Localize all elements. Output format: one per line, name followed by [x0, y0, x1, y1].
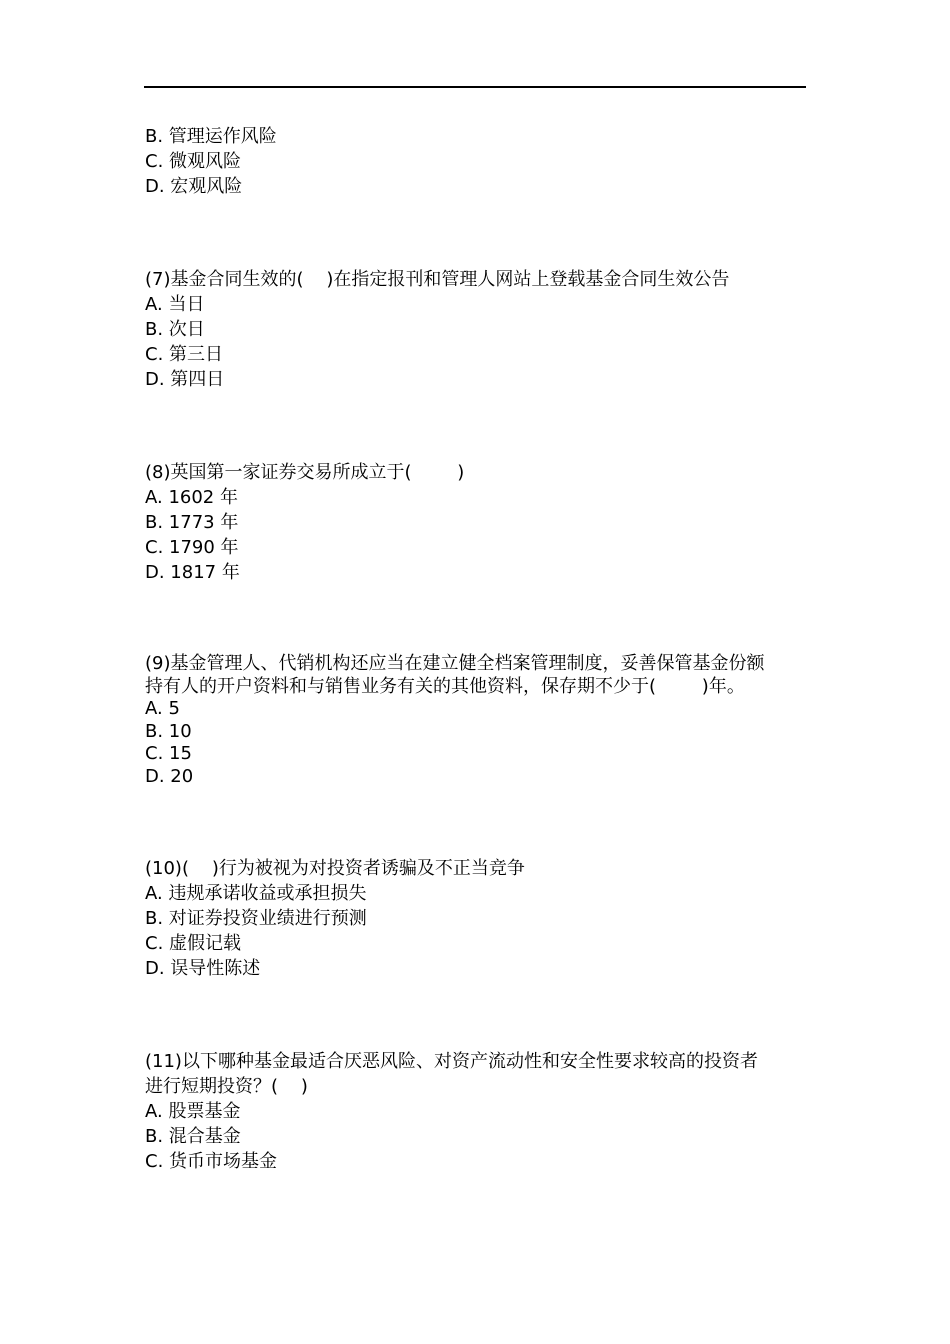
previous-question-options — [145, 124, 810, 199]
question-stem: (10)( )行为被视为对投资者诱骗及不正当竞争 — [145, 858, 525, 879]
option-c: C. 15 — [145, 743, 192, 764]
option-b: B. 混合基金 — [145, 1126, 241, 1147]
spacer — [145, 788, 810, 856]
spacer — [145, 981, 810, 1049]
question-stem: (9)基金管理人、代销机构还应当在建立健全档案管理制度，妥善保管基金份额 — [145, 653, 765, 674]
option-c: C. 货币市场基金 — [145, 1151, 278, 1172]
option-c: C. 微观风险 — [145, 151, 242, 172]
question-stem: (11)以下哪种基金最适合厌恶风险、对资产流动性和安全性要求较高的投资者 — [145, 1051, 758, 1072]
option-a: A. 当日 — [145, 294, 205, 315]
question-10 — [145, 856, 810, 981]
option-d: D. 1817 年 — [145, 562, 240, 583]
spacer — [145, 585, 810, 653]
option-c: C. 第三日 — [145, 344, 224, 365]
option-d: D. 20 — [145, 765, 194, 787]
spacer — [145, 199, 810, 267]
option-a: A. 违规承诺收益或承担损失 — [145, 883, 367, 904]
option-a: A. 5 — [145, 698, 180, 719]
question-stem: (8)英国第一家证券交易所成立于( ) — [145, 462, 465, 483]
option-c: C. 虚假记载 — [145, 933, 242, 954]
option-a: A. 股票基金 — [145, 1101, 241, 1122]
option-b: B. 次日 — [145, 319, 205, 340]
option-b: B. 10 — [145, 720, 192, 742]
option-b: B. 1773 年 — [145, 512, 239, 533]
option-b: B. 管理运作风险 — [145, 126, 277, 147]
option-d: D. 宏观风险 — [145, 176, 243, 197]
option-d: D. 误导性陈述 — [145, 958, 261, 979]
question-stem-continued: 持有人的开户资料和与销售业务有关的其他资料，保存期不少于( )年。 — [145, 675, 745, 697]
question-stem-continued: 进行短期投资？( ) — [145, 1076, 308, 1097]
question-9 — [145, 653, 810, 788]
question-11 — [145, 1049, 810, 1174]
question-8 — [145, 460, 810, 585]
question-stem: (7)基金合同生效的( )在指定报刊和管理人网站上登载基金合同生效公告 — [145, 269, 730, 290]
document-content — [145, 124, 810, 1174]
option-d: D. 第四日 — [145, 369, 225, 390]
option-a: A. 1602 年 — [145, 487, 238, 508]
header-rule — [144, 86, 806, 88]
option-c: C. 1790 年 — [145, 537, 239, 558]
question-7 — [145, 267, 810, 392]
option-b: B. 对证券投资业绩进行预测 — [145, 908, 367, 929]
spacer — [145, 392, 810, 460]
